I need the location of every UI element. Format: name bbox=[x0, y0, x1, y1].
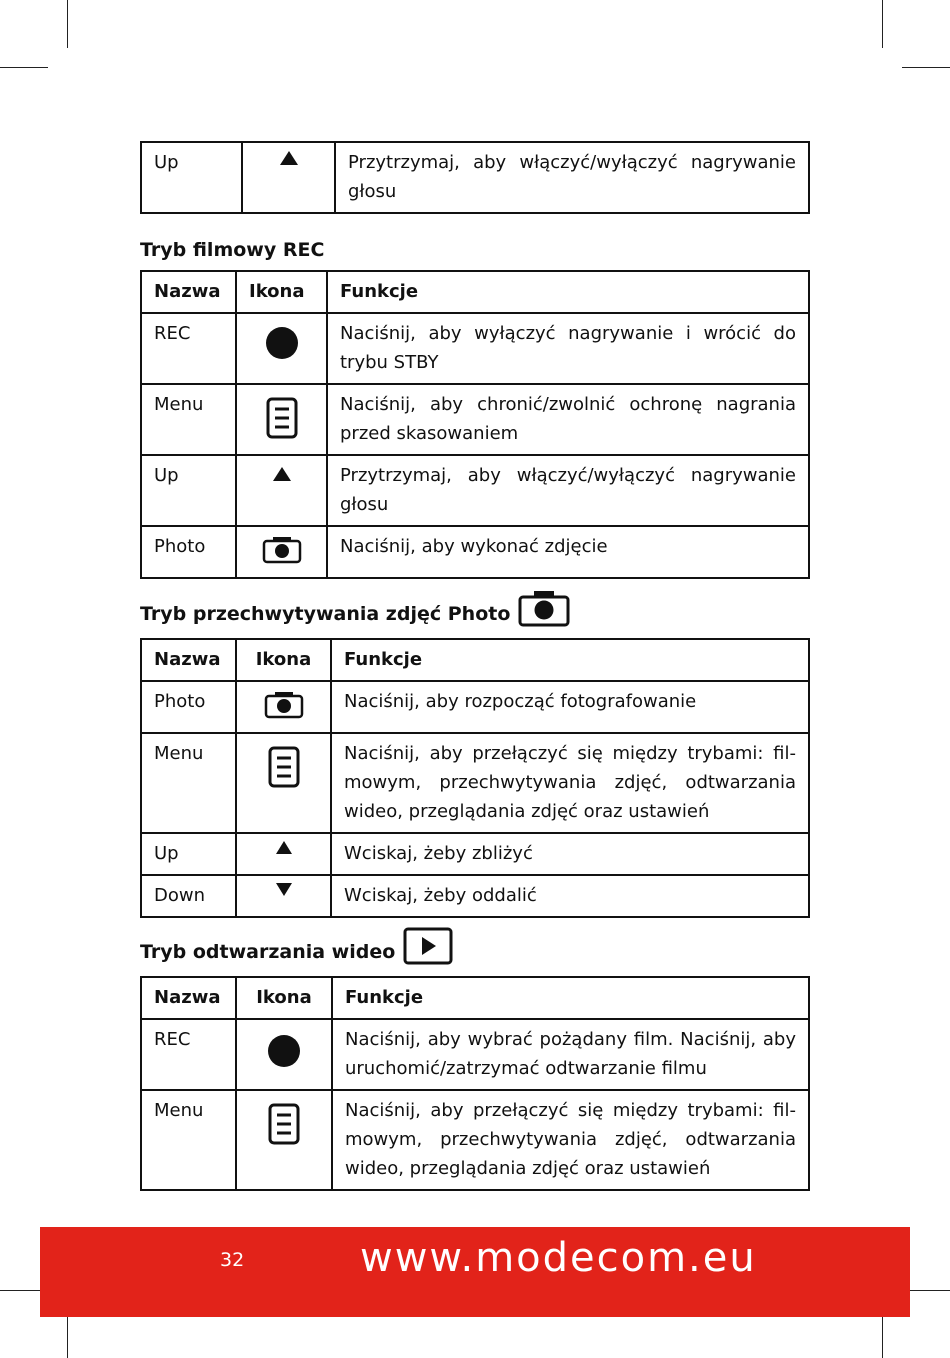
section-heading-rec bbox=[140, 238, 324, 262]
header-name: Nazwa bbox=[141, 271, 236, 313]
name-cell: Photo bbox=[141, 681, 236, 733]
icon-cell bbox=[236, 1090, 332, 1190]
table-row bbox=[141, 526, 809, 578]
icon-cell bbox=[236, 526, 327, 578]
section-title: Tryb filmowy REC bbox=[140, 239, 325, 261]
top-table bbox=[140, 141, 810, 214]
function-cell: Wciskaj, żeby zbliżyć bbox=[331, 833, 809, 875]
table-row bbox=[141, 455, 809, 526]
icon-cell bbox=[236, 875, 331, 917]
table-row bbox=[141, 384, 809, 455]
crop-mark bbox=[882, 1310, 883, 1358]
icon-cell bbox=[236, 455, 327, 526]
header-row bbox=[141, 977, 809, 1019]
crop-mark bbox=[67, 0, 68, 48]
name-cell: Menu bbox=[141, 733, 236, 833]
function-cell: Naciśnij, aby chronić/zwolnić ochronę nagrania przed skasowaniem bbox=[327, 384, 809, 455]
name-cell: Up bbox=[141, 142, 242, 213]
header-name: Nazwa bbox=[141, 977, 236, 1019]
header-icon: Ikona bbox=[236, 977, 332, 1019]
crop-mark bbox=[0, 67, 48, 68]
function-cell: Naciśnij, aby rozpocząć fotografowanie bbox=[331, 681, 809, 733]
name-cell: REC bbox=[141, 1019, 236, 1090]
header-name: Nazwa bbox=[141, 639, 236, 681]
up-triangle-icon bbox=[274, 843, 294, 864]
table-row bbox=[141, 733, 809, 833]
down-triangle-icon bbox=[274, 885, 294, 906]
rec-table bbox=[140, 270, 810, 579]
name-cell: Up bbox=[141, 455, 236, 526]
function-cell: Naciśnij, aby wykonać zdjęcie bbox=[327, 526, 809, 578]
table-row bbox=[141, 833, 809, 875]
section-title: Tryb przechwytywania zdjęć Photo bbox=[140, 603, 511, 625]
function-cell: Przytrzymaj, aby włączyć/wyłączyć nagrywanie głosu bbox=[335, 142, 809, 213]
photo-table bbox=[140, 638, 810, 918]
table-row bbox=[141, 1090, 809, 1190]
icon-cell bbox=[242, 142, 335, 213]
header-function: Funkcje bbox=[327, 271, 809, 313]
header-row bbox=[141, 639, 809, 681]
header-icon: Ikona bbox=[236, 271, 327, 313]
icon-cell bbox=[236, 384, 327, 455]
menu-icon bbox=[267, 743, 301, 764]
section-heading-video bbox=[140, 926, 453, 966]
table-row bbox=[141, 1019, 809, 1090]
page-number: 32 bbox=[220, 1249, 245, 1271]
icon-cell bbox=[236, 313, 327, 384]
crop-mark bbox=[902, 67, 950, 68]
section-heading-photo bbox=[140, 588, 570, 628]
function-cell: Naciśnij, aby wybrać pożądany film. Naciśnij, aby uruchomić/zatrzymać odtwarzanie filmu bbox=[332, 1019, 809, 1090]
name-cell: REC bbox=[141, 313, 236, 384]
function-cell: Wciskaj, żeby oddalić bbox=[331, 875, 809, 917]
page-footer bbox=[40, 1227, 910, 1317]
function-cell: Naciśnij, aby przełączyć się między trybami: fil-mowym, przechwytywania zdjęć, odtwarzania wideo, przeglądania zdjęć oraz ustawień bbox=[331, 733, 809, 833]
function-cell: Naciśnij, aby przełączyć się między trybami: fil-mowym, przechwytywania zdjęć, odtwarzania wideo, przeglądania zdjęć oraz ustawień bbox=[332, 1090, 809, 1190]
icon-cell bbox=[236, 681, 331, 733]
play-icon bbox=[403, 927, 453, 965]
icon-cell bbox=[236, 733, 331, 833]
header-icon: Ikona bbox=[236, 639, 331, 681]
function-cell: Naciśnij, aby wyłączyć nagrywanie i wrócić do trybu STBY bbox=[327, 313, 809, 384]
up-triangle-icon bbox=[279, 152, 299, 173]
name-cell: Menu bbox=[141, 384, 236, 455]
header-function: Funkcje bbox=[331, 639, 809, 681]
crop-mark bbox=[882, 0, 883, 48]
header-function: Funkcje bbox=[332, 977, 809, 1019]
menu-icon bbox=[267, 1100, 301, 1121]
up-triangle-icon bbox=[272, 465, 292, 486]
function-cell: Przytrzymaj, aby włączyć/wyłączyć nagrywanie głosu bbox=[327, 455, 809, 526]
icon-cell bbox=[236, 1019, 332, 1090]
table-row bbox=[141, 681, 809, 733]
name-cell: Photo bbox=[141, 526, 236, 578]
name-cell: Up bbox=[141, 833, 236, 875]
section-title: Tryb odtwarzania wideo bbox=[140, 941, 396, 963]
icon-cell bbox=[236, 833, 331, 875]
record-dot-icon bbox=[264, 323, 300, 344]
table-row bbox=[141, 313, 809, 384]
name-cell: Down bbox=[141, 875, 236, 917]
table-row bbox=[141, 875, 809, 917]
camera-icon bbox=[262, 536, 302, 557]
video-table bbox=[140, 976, 810, 1191]
name-cell: Menu bbox=[141, 1090, 236, 1190]
crop-mark bbox=[67, 1310, 68, 1358]
camera-icon bbox=[264, 691, 304, 712]
menu-icon bbox=[265, 394, 299, 415]
table-row bbox=[141, 142, 809, 213]
record-dot-icon bbox=[266, 1029, 302, 1050]
footer-url[interactable]: www.modecom.eu bbox=[360, 1235, 757, 1281]
header-row bbox=[141, 271, 809, 313]
camera-icon bbox=[518, 589, 570, 627]
